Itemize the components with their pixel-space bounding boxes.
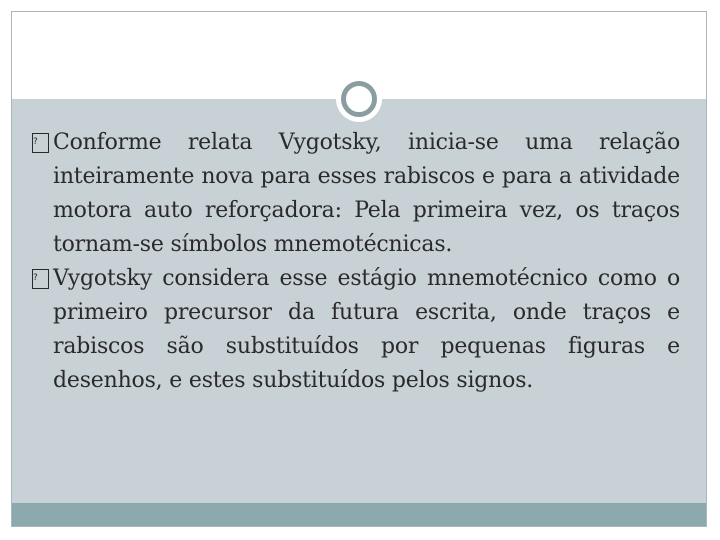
bullet-item	[32, 262, 680, 398]
missing-glyph-icon: ?	[32, 269, 49, 289]
bullet-item	[32, 126, 680, 262]
missing-glyph-icon: ?	[32, 133, 49, 153]
bullet-text: Conforme relata Vygotsky, inicia-se uma relação inteiramente nova para esses rabiscos e para a atividade motora auto reforçadora: Pela primeira vez, os traços tornam-se símbolos mnemotécnicas.	[53, 130, 680, 257]
slide-content	[32, 126, 680, 398]
footer-band	[12, 503, 706, 526]
bullet-text: Vygotsky considera esse estágio mnemotécnico como o primeiro precursor da futura escrita, onde traços e rabiscos são substituídos por pequenas figuras e desenhos, e estes substituídos pelos signos.	[53, 266, 680, 393]
decorative-circle-icon	[341, 81, 377, 117]
